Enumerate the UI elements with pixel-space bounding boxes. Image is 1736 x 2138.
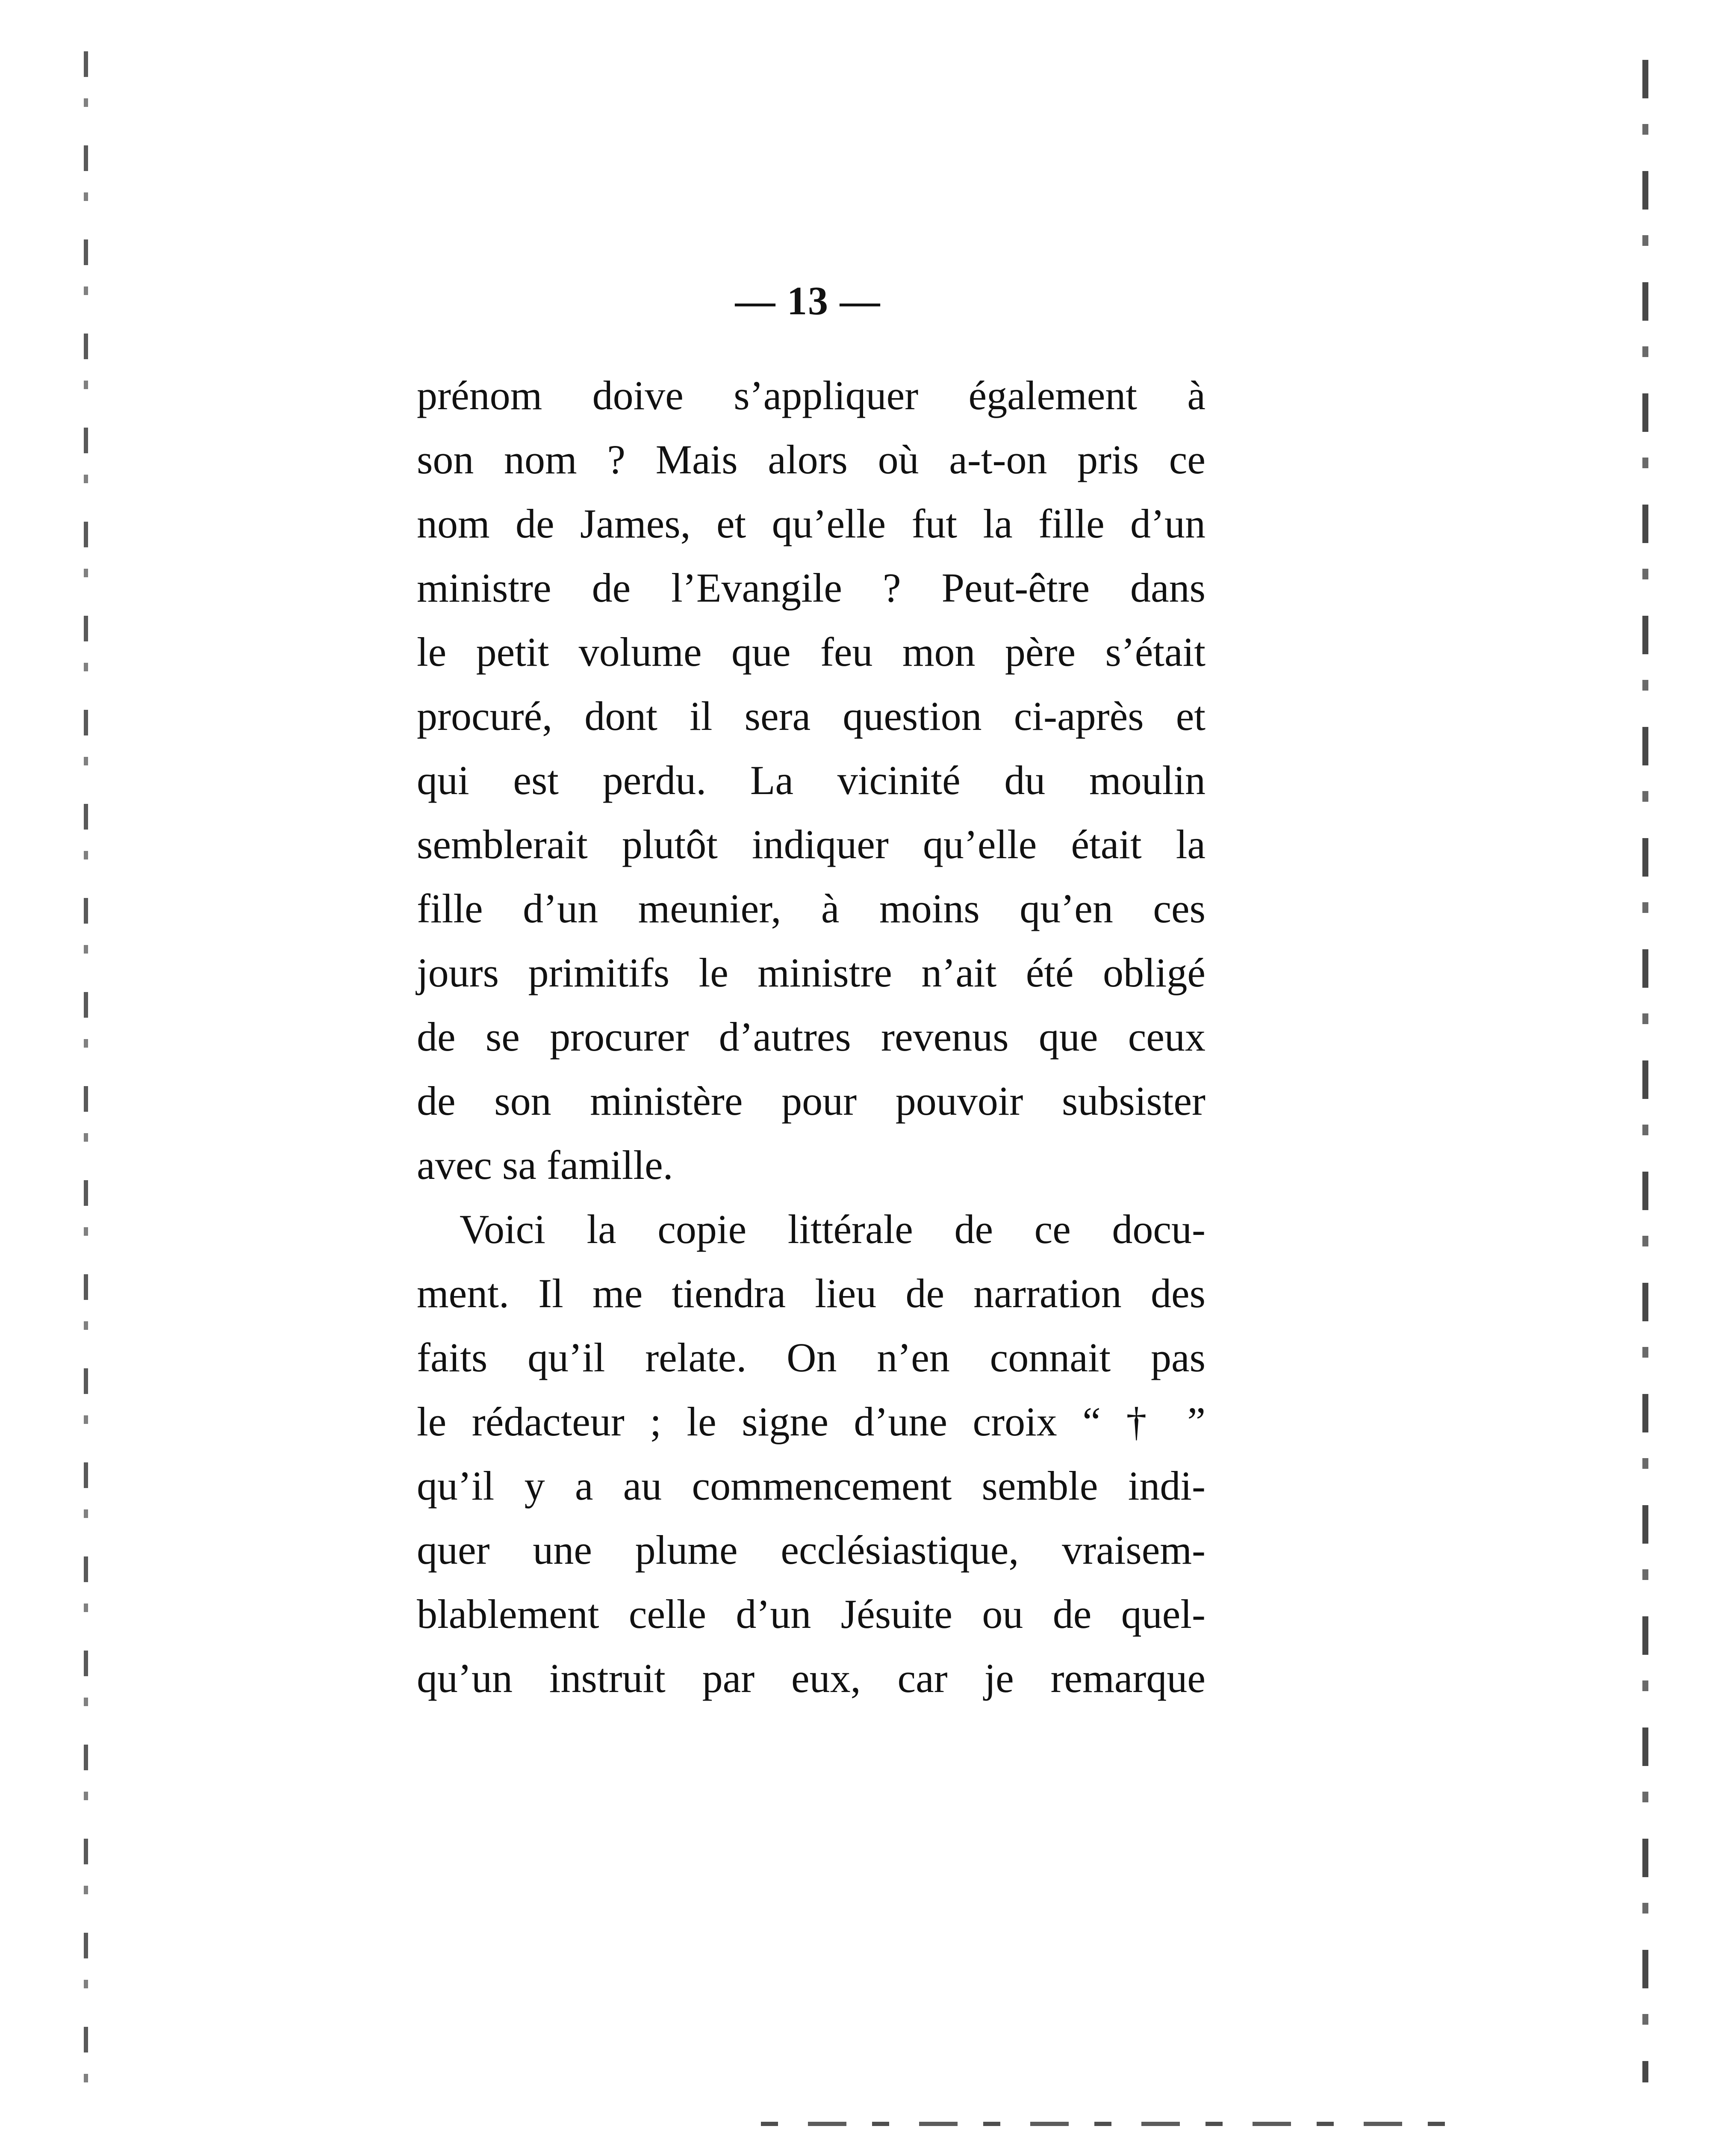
text-line: le petit volume que feu mon père s’était: [417, 629, 1205, 675]
scan-edge-left: [84, 51, 88, 2087]
text-line: ment. Il me tiendra lieu de narration des: [417, 1270, 1205, 1316]
text-line: jours primitifs le ministre n’ait été obligé: [417, 950, 1205, 995]
text-line: quer une plume ecclésiastique, vraisem-: [417, 1527, 1205, 1573]
text-line: qu’il y a au commencement semble indi-: [417, 1463, 1205, 1509]
text-line: blablement celle d’un Jésuite ou de quel-: [417, 1591, 1205, 1637]
page-number: — 13 —: [735, 279, 881, 323]
text-line: le rédacteur ; le signe d’une croix “ † ”: [417, 1399, 1205, 1444]
body-text: [417, 363, 1205, 1710]
text-line: prénom doive s’appliquer également à: [417, 372, 1205, 418]
scan-edge-right: [1642, 60, 1648, 2082]
text-line: son nom ? Mais alors où a-t-on pris ce: [417, 437, 1205, 482]
text-line: nom de James, et qu’elle fut la fille d’un: [417, 501, 1205, 546]
text-line: de se procurer d’autres revenus que ceux: [417, 1014, 1205, 1060]
text-line: Voici la copie littérale de ce docu-: [460, 1206, 1205, 1252]
text-line: semblerait plutôt indiquer qu’elle était la: [417, 821, 1205, 867]
text-line: procuré, dont il sera question ci-après et: [417, 693, 1205, 739]
text-line: fille d’un meunier, à moins qu’en ces: [417, 886, 1205, 931]
paragraph-2: [417, 1197, 1205, 1710]
text-line: ministre de l’Evangile ? Peut-être dans: [417, 565, 1205, 611]
text-line: avec sa famille.: [417, 1142, 673, 1188]
text-line: qu’un instruit par eux, car je remarque: [417, 1655, 1205, 1701]
text-line: faits qu’il relate. On n’en connait pas: [417, 1335, 1205, 1380]
paragraph-1: [417, 363, 1205, 1197]
scan-edge-bottom: [761, 2122, 1445, 2126]
text-line: de son ministère pour pouvoir subsister: [417, 1078, 1205, 1124]
text-line: qui est perdu. La vicinité du moulin: [417, 757, 1205, 803]
